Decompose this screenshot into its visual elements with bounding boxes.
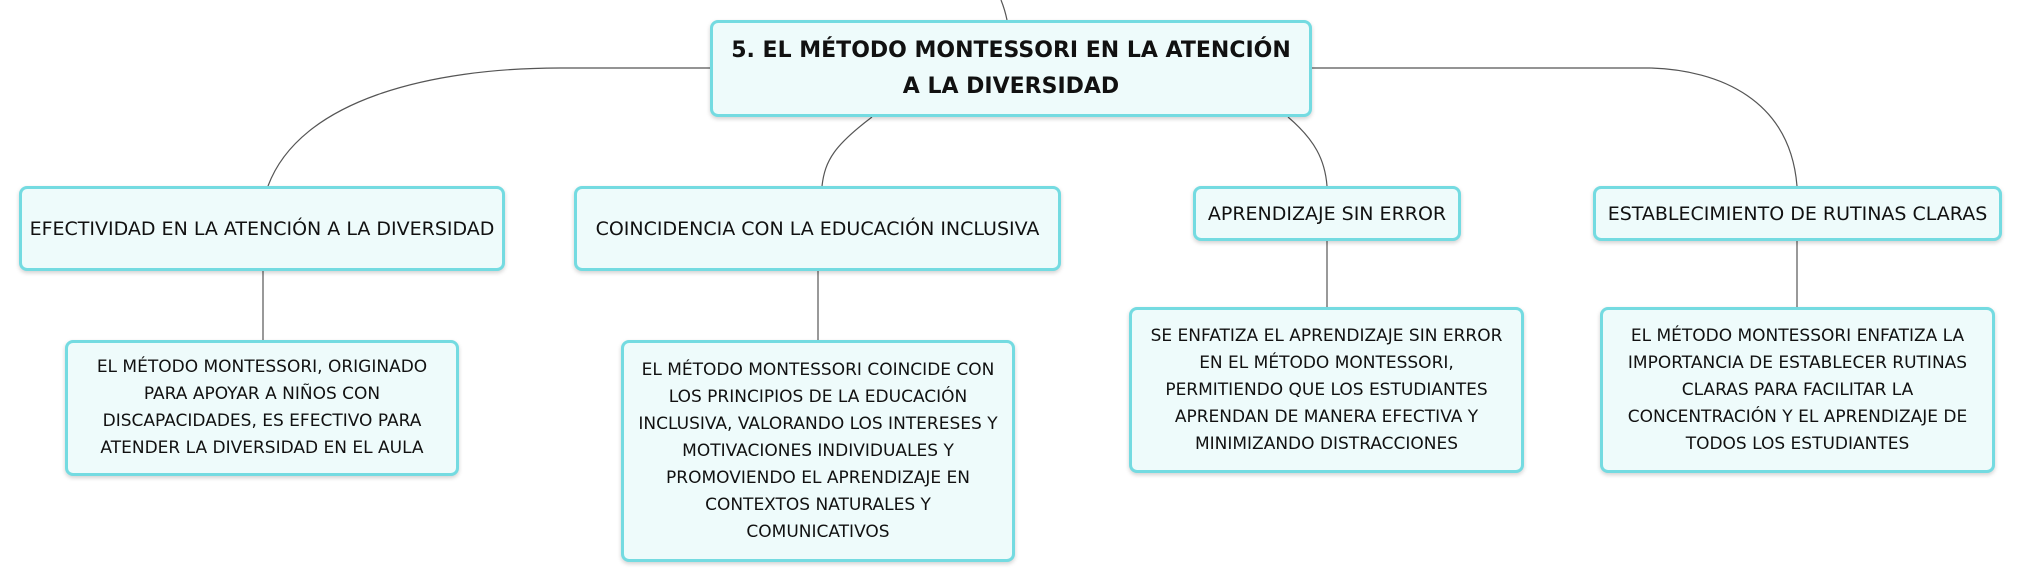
branch-effectiveness[interactable] bbox=[19, 186, 505, 271]
connector-root-to-branch-4 bbox=[1310, 68, 1797, 186]
connector-root-to-branch-1 bbox=[268, 68, 712, 186]
root-topic-label: 5. EL MÉTODO MONTESSORI EN LA ATENCIÓN A LA DIVERSIDAD bbox=[731, 37, 1291, 99]
detail-effectiveness[interactable] bbox=[65, 340, 459, 476]
branch-errorless-learning[interactable] bbox=[1193, 186, 1461, 241]
detail-text: EL MÉTODO MONTESSORI ENFATIZA LA IMPORTANCIA DE ESTABLECER RUTINAS CLARAS PARA FACILITAR LA CONCENTRACIÓN Y EL APRENDIZAJE DE TODOS LOS ESTUDIANTES bbox=[1627, 325, 1968, 454]
connector-root-to-branch-2 bbox=[822, 117, 872, 186]
branch-label: EFECTIVIDAD EN LA ATENCIÓN A LA DIVERSIDAD bbox=[29, 217, 495, 240]
connector-root-to-branch-3 bbox=[1288, 117, 1327, 186]
detail-errorless-learning[interactable] bbox=[1129, 307, 1524, 473]
detail-inclusive-education[interactable] bbox=[621, 340, 1015, 562]
branch-label: ESTABLECIMIENTO DE RUTINAS CLARAS bbox=[1607, 202, 1988, 225]
detail-clear-routines[interactable] bbox=[1600, 307, 1995, 473]
root-topic[interactable] bbox=[710, 20, 1312, 117]
branch-label: APRENDIZAJE SIN ERROR bbox=[1207, 202, 1447, 225]
detail-text: EL MÉTODO MONTESSORI, ORIGINADO PARA APOYAR A NIÑOS CON DISCAPACIDADES, ES EFECTIVO PARA ATENDER LA DIVERSIDAD EN EL AULA bbox=[96, 357, 428, 458]
branch-clear-routines[interactable] bbox=[1593, 186, 2002, 241]
detail-text: SE ENFATIZA EL APRENDIZAJE SIN ERROR EN EL MÉTODO MONTESSORI, PERMITIENDO QUE LOS ESTUDIANTES APRENDAN DE MANERA EFECTIVA Y MINIMIZANDO DISTRACCIONES bbox=[1150, 325, 1503, 454]
detail-text: EL MÉTODO MONTESSORI COINCIDE CON LOS PRINCIPIOS DE LA EDUCACIÓN INCLUSIVA, VALORANDO LOS INTERESES Y MOTIVACIONES INDIVIDUALES Y PROMOVIENDO EL APRENDIZAJE EN CONTEXTOS NATURALES Y COMUNICATIVOS bbox=[638, 359, 998, 542]
branch-label: COINCIDENCIA CON LA EDUCACIÓN INCLUSIVA bbox=[595, 217, 1040, 240]
branch-inclusive-education[interactable] bbox=[574, 186, 1061, 271]
connector-parent-to-root bbox=[1001, 0, 1007, 20]
